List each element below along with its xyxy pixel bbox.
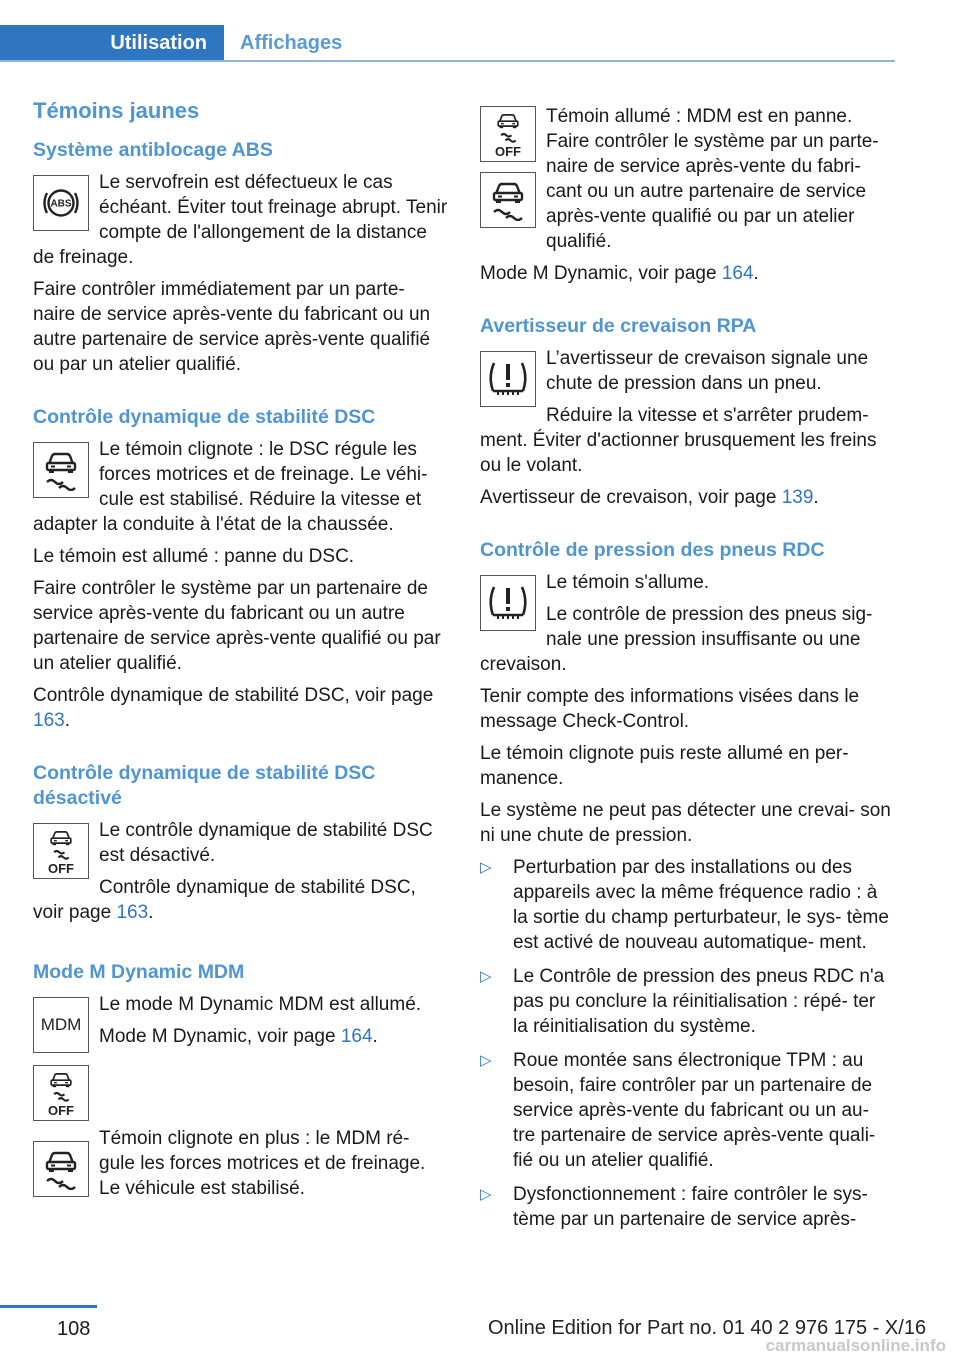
page-link[interactable]: 139 <box>781 487 814 508</box>
punctuation: . <box>753 263 759 284</box>
paragraph <box>480 485 895 510</box>
dsc-off-icon <box>33 1065 89 1121</box>
section-heading: Mode M Dynamic MDM <box>33 961 245 984</box>
left-column <box>33 98 448 1208</box>
list-item <box>480 855 895 955</box>
section-heading: Contrôle dynamique de stabilité DSC désactivé <box>33 762 376 810</box>
section-rdc <box>480 538 895 1232</box>
header-rule <box>0 60 895 62</box>
triangle-bullet-icon: ▷ <box>480 968 492 985</box>
svg-text:OFF: OFF <box>495 144 521 158</box>
paragraph: Le contrôle dynamique de stabilité DSC est désactivé. <box>99 820 433 867</box>
mdm-icon-stack-right <box>480 104 546 232</box>
svg-text:OFF: OFF <box>48 861 74 876</box>
paragraph <box>33 875 448 925</box>
reference-text: Mode M Dynamic, voir page <box>99 1026 341 1048</box>
paragraph: Faire contrôler le système par un partenaire de service après-vente du fabricant ou un autre partenaire de service après-vente qualifié ou par un atelier qualifié. <box>33 578 441 675</box>
reference-text: Contrôle dynamique de stabilité DSC, voir page <box>33 877 416 924</box>
list-item-text: Roue montée sans électronique TPM : au besoin, faire contrôler par un partenaire de service après-vente du fabricant ou un au- tre partenaire de service après-vente quali- fié ou un atelier qualifié. <box>513 1050 876 1171</box>
paragraph: Le contrôle de pression des pneus sig- nale une pression insuffisante ou une crevaison. <box>480 604 873 675</box>
paragraph <box>480 261 895 286</box>
tab-affichages[interactable]: Affichages <box>240 32 343 54</box>
reference-text: Mode M Dynamic, voir page <box>480 263 722 284</box>
page-section-title: Témoins jaunes <box>33 98 200 123</box>
paragraph: Témoin allumé : MDM est en panne. Faire contrôler le système par un parte- naire de service après-vente du fabri- cant ou un autre partenaire de service après-vente qualifié ou par un atelier qualifié. <box>546 106 879 252</box>
triangle-bullet-icon: ▷ <box>480 1052 492 1069</box>
dsc-icon <box>480 172 536 228</box>
page-number: 108 <box>57 1318 91 1340</box>
chapter-header <box>0 0 960 62</box>
paragraph: Le servofrein est défectueux le cas échéant. Éviter tout freinage abrupt. Tenir compte de l'allongement de la distance de freinage. <box>33 172 448 269</box>
list-item <box>480 1048 895 1173</box>
punctuation: . <box>813 487 819 508</box>
section-mdm-continued <box>480 104 895 286</box>
paragraph: Le système ne peut pas détecter une crevai- son ni une chute de pression. <box>480 800 891 846</box>
section-mdm <box>33 960 448 1201</box>
paragraph: Le mode M Dynamic MDM est allumé. <box>99 994 422 1016</box>
list-item-text: Perturbation par des installations ou des appareils avec la même fréquence radio : à la sortie du champ perturbateur, le sys- tème est activé de nouveau automatique- ment. <box>513 857 889 953</box>
punctuation: . <box>64 710 70 732</box>
punctuation: . <box>148 902 154 924</box>
triangle-bullet-icon: ▷ <box>480 1186 492 1203</box>
section-rpa <box>480 314 895 510</box>
right-column <box>480 104 895 1241</box>
paragraph: Le témoin est allumé : panne du DSC. <box>33 546 355 568</box>
page-link[interactable]: 164 <box>340 1026 373 1048</box>
list-item-text: Dysfonctionnement : faire contrôler le sys- tème par un partenaire de service après- <box>513 1184 868 1230</box>
svg-text:OFF: OFF <box>48 1103 74 1118</box>
list-item <box>480 964 895 1039</box>
paragraph: L’avertisseur de crevaison signale une chute de pression dans un pneu. <box>546 348 869 394</box>
edition-line: Online Edition for Part no. 01 40 2 976 175 - X/16 <box>488 1317 927 1339</box>
section-abs <box>33 138 448 377</box>
triangle-bullet-icon: ▷ <box>480 859 492 876</box>
page-link[interactable]: 164 <box>721 263 754 284</box>
page-link[interactable]: 163 <box>33 710 65 732</box>
dsc-icon <box>33 1141 89 1197</box>
abs-warning-icon <box>33 175 89 231</box>
tab-utilisation[interactable]: Utilisation <box>0 25 224 62</box>
paragraph: Tenir compte des informations visées dans le message Check-Control. <box>480 686 860 732</box>
list-item <box>480 1182 895 1232</box>
section-heading: Contrôle de pression des pneus RDC <box>480 539 825 561</box>
footer-rule <box>0 1305 97 1308</box>
page-link[interactable]: 163 <box>116 902 149 924</box>
reference-text: Avertisseur de crevaison, voir page <box>480 487 782 508</box>
paragraph <box>33 683 448 733</box>
bullet-list <box>480 855 895 1232</box>
punctuation: . <box>372 1026 378 1048</box>
section-heading: Contrôle dynamique de stabilité DSC <box>33 406 376 429</box>
mdm-icon <box>33 997 89 1053</box>
section-dsc <box>33 405 448 733</box>
paragraph: Témoin clignote en plus : le MDM ré- gule les forces motrices et de freinage. Le véhicule est stabilisé. <box>99 1128 426 1200</box>
dsc-off-icon <box>480 106 536 162</box>
paragraph: Le témoin s'allume. <box>546 572 710 593</box>
dsc-off-icon <box>33 823 89 879</box>
reference-text: Contrôle dynamique de stabilité DSC, voir page <box>33 685 434 707</box>
svg-text:ABS: ABS <box>50 198 72 210</box>
section-heading: Système antiblocage ABS <box>33 139 273 162</box>
paragraph: Le témoin clignote puis reste allumé en per- manence. <box>480 743 849 789</box>
watermark: carmanualsonline.info <box>765 1336 946 1355</box>
section-heading: Avertisseur de crevaison RPA <box>480 315 757 337</box>
list-item-text: Le Contrôle de pression des pneus RDC n'a pas pu conclure la réinitialisation : répé- ter la réinitialisation du système. <box>513 966 885 1037</box>
dsc-icon <box>33 442 89 498</box>
tire-warning-icon <box>480 351 536 407</box>
paragraph: Faire contrôler immédiatement par un parte- naire de service après-vente du fabricant ou un autre partenaire de service après-vente qualifié ou par un atelier qualifié. <box>33 279 431 376</box>
paragraph: Réduire la vitesse et s'arrêter prudem- ment. Éviter d'actionner brusquement les freins ou le volant. <box>480 405 877 476</box>
tire-warning-icon <box>480 575 536 631</box>
section-dsc-off <box>33 761 448 932</box>
mdm-icon-stack <box>33 992 99 1201</box>
mdm-icon-label: MDM <box>40 1015 82 1035</box>
paragraph: Le témoin clignote : le DSC régule les forces motrices et de freinage. Le véhi- cule est stabilisé. Réduire la vitesse et adapter la conduite à l'état de la chaussée. <box>33 439 428 536</box>
